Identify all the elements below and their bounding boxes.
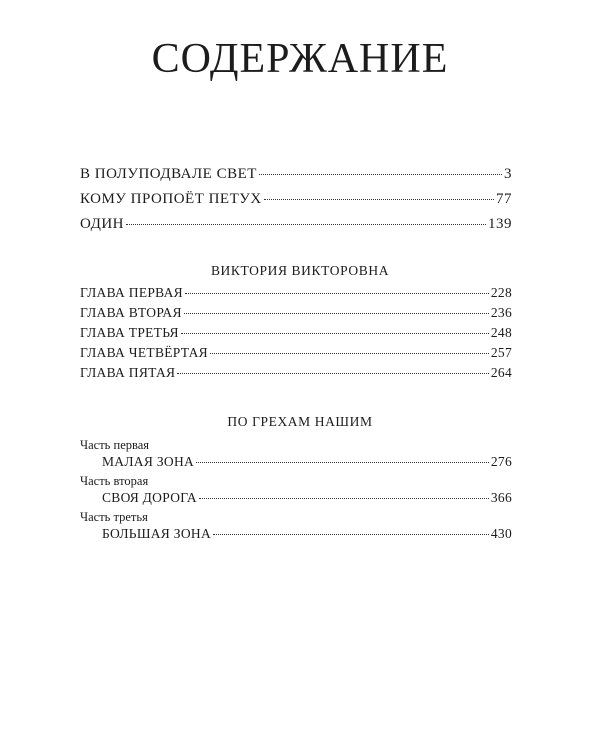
toc-entry-page: 77 <box>496 191 512 207</box>
toc-entry[interactable] <box>80 365 512 381</box>
toc-entry-page: 139 <box>488 216 512 232</box>
toc-entry[interactable] <box>80 305 512 321</box>
section-heading: ПО ГРЕХАМ НАШИМ <box>227 414 373 429</box>
toc-entry[interactable] <box>80 285 512 301</box>
toc-entry-title: ГЛАВА ВТОРАЯ <box>80 305 182 320</box>
toc-entry-title: ГЛАВА ПЯТАЯ <box>80 365 176 380</box>
toc-entry-title: В ПОЛУПОДВАЛЕ СВЕТ <box>80 166 257 182</box>
toc-entry[interactable] <box>80 325 512 341</box>
toc-entry-page: 257 <box>490 345 512 360</box>
part-label: Часть третья <box>80 510 148 524</box>
toc-entry-title: ГЛАВА ТРЕТЬЯ <box>80 325 179 340</box>
toc-entry-page: 248 <box>490 325 512 340</box>
dot-leader <box>184 313 489 314</box>
toc-entry-page: 264 <box>490 365 512 380</box>
toc-entry-title: БОЛЬШАЯ ЗОНА <box>102 526 212 541</box>
toc-entry[interactable] <box>80 191 512 208</box>
dot-leader <box>196 462 489 463</box>
toc-entry-page: 236 <box>490 305 512 320</box>
toc-entry-title: КОМУ ПРОПОЁТ ПЕТУХ <box>80 191 262 207</box>
dot-leader <box>126 224 486 225</box>
toc-entry-title: ГЛАВА ПЕРВАЯ <box>80 285 183 300</box>
part-label: Часть вторая <box>80 474 149 488</box>
toc-entry-page: 228 <box>490 285 512 300</box>
dot-leader <box>199 498 489 499</box>
dot-leader <box>259 174 502 175</box>
section-heading: ВИКТОРИЯ ВИКТОРОВНА <box>210 263 390 278</box>
toc-entry[interactable] <box>102 490 512 506</box>
toc-entry[interactable] <box>80 345 512 361</box>
dot-leader <box>181 333 489 334</box>
part-label: Часть первая <box>80 438 150 452</box>
toc-entry-title: ГЛАВА ЧЕТВЁРТАЯ <box>80 345 208 360</box>
dot-leader <box>213 534 489 535</box>
toc-entry-page: 430 <box>490 526 512 541</box>
toc-entry[interactable] <box>102 526 512 542</box>
toc-entry-page: 276 <box>490 454 512 469</box>
toc-entry-page: 366 <box>490 490 512 505</box>
dot-leader <box>185 293 489 294</box>
toc-entry-title: ОДИН <box>80 216 124 232</box>
page-title: СОДЕРЖАНИЕ <box>151 36 449 82</box>
toc-entry-page: 3 <box>504 166 512 182</box>
toc-entry[interactable] <box>102 454 512 470</box>
toc-entry[interactable] <box>80 166 512 183</box>
toc-entry-title: МАЛАЯ ЗОНА <box>102 454 195 469</box>
dot-leader <box>264 199 494 200</box>
dot-leader <box>177 373 488 374</box>
dot-leader <box>210 353 489 354</box>
toc-entry[interactable] <box>80 216 512 233</box>
toc-entry-title: СВОЯ ДОРОГА <box>102 490 197 505</box>
